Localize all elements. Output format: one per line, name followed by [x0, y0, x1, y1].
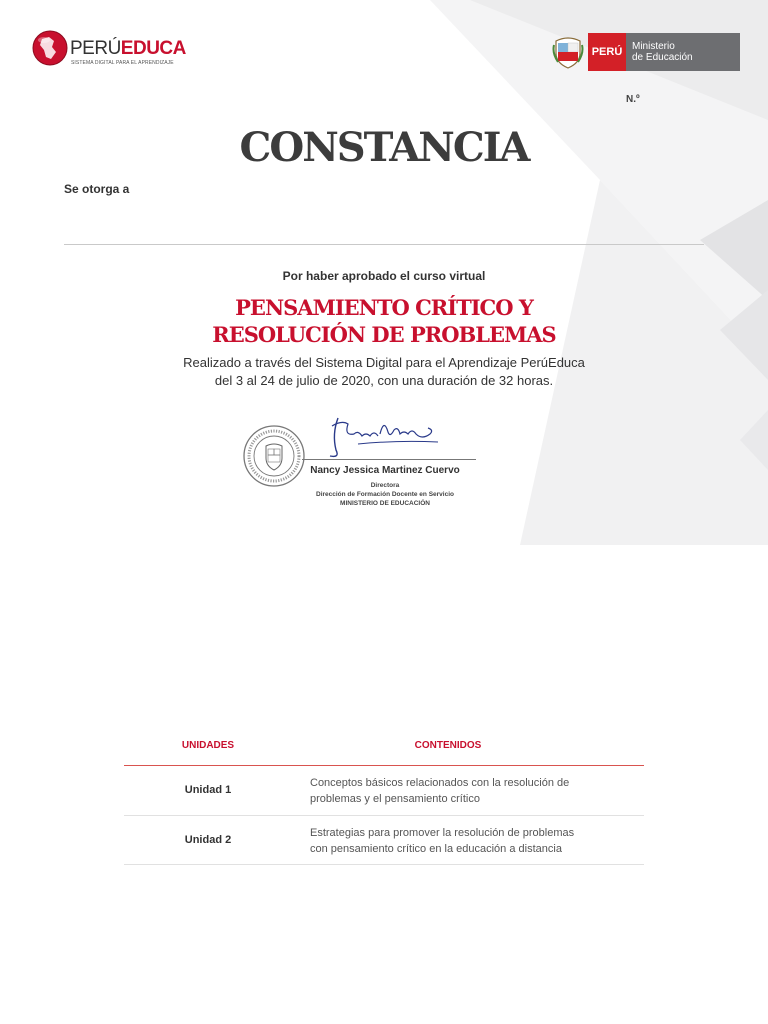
- signatory-name: Nancy Jessica Martinez Cuervo: [310, 465, 460, 476]
- row-1-content-line-1: Conceptos básicos relacionados con la resolución de: [310, 777, 570, 789]
- certificate-title: CONSTANCIA: [239, 124, 529, 171]
- ministry-line-2: de Educación: [632, 52, 693, 63]
- row-2-content-line-1: Estrategias para promover la resolución de problemas: [310, 827, 575, 839]
- table-row-2-unit: Unidad 2: [184, 834, 232, 846]
- table-row-divider: [124, 815, 644, 816]
- table-row-2-content: [310, 825, 600, 857]
- description-line-1: Realizado a través del Sistema Digital para el Aprendizaje PerúEduca: [183, 355, 585, 370]
- course-title: [0, 294, 768, 348]
- course-title-line-2: RESOLUCIÓN DE PROBLEMAS: [212, 322, 556, 347]
- signature-line: [302, 459, 476, 460]
- peru-label: PERÚ: [588, 33, 626, 71]
- table-header-divider: [124, 765, 644, 766]
- table-header-units: UNIDADES: [181, 740, 235, 751]
- signatory-office: Dirección de Formación Docente en Servicio: [316, 491, 454, 498]
- brand-suffix: EDUCA: [120, 38, 186, 59]
- table-header-contents: CONTENIDOS: [414, 740, 482, 751]
- ministry-line-1: Ministerio: [632, 41, 675, 52]
- brand-prefix: PERÚ: [70, 38, 121, 59]
- table-bottom-divider: [124, 864, 644, 865]
- recipient-name-line: [64, 244, 704, 245]
- table-row-1-unit: Unidad 1: [184, 784, 232, 796]
- perueduca-wordmark: [70, 38, 186, 60]
- ministry-seal-stamp: [242, 424, 306, 488]
- description-line-2: del 3 al 24 de julio de 2020, con una duración de 32 horas.: [214, 373, 554, 388]
- row-2-content-line-2: con pensamiento crítico en la educación a distancia: [310, 843, 562, 855]
- granted-to-label: Se otorga a: [64, 182, 130, 196]
- signatory-ministry: MINISTERIO DE EDUCACIÓN: [340, 500, 430, 507]
- approved-text: Por haber aprobado el curso virtual: [282, 269, 486, 283]
- table-row-1-content: [310, 775, 600, 807]
- course-title-line-1: PENSAMIENTO CRÍTICO Y: [235, 295, 533, 320]
- certificate-number-label: N.º: [626, 94, 640, 105]
- row-1-content-line-2: problemas y el pensamiento crítico: [310, 793, 480, 805]
- handwritten-signature: [318, 412, 442, 460]
- perueduca-logo: [32, 30, 186, 70]
- signatory-details: [290, 481, 480, 508]
- perueduca-globe-icon: [32, 30, 68, 66]
- ministry-label: [626, 33, 740, 71]
- coat-of-arms-icon: [552, 35, 584, 69]
- course-description: [0, 354, 768, 390]
- minedu-logo: [548, 33, 740, 71]
- perueduca-tagline: SISTEMA DIGITAL PARA EL APRENDIZAJE: [71, 60, 174, 66]
- signatory-role: Directora: [370, 482, 400, 489]
